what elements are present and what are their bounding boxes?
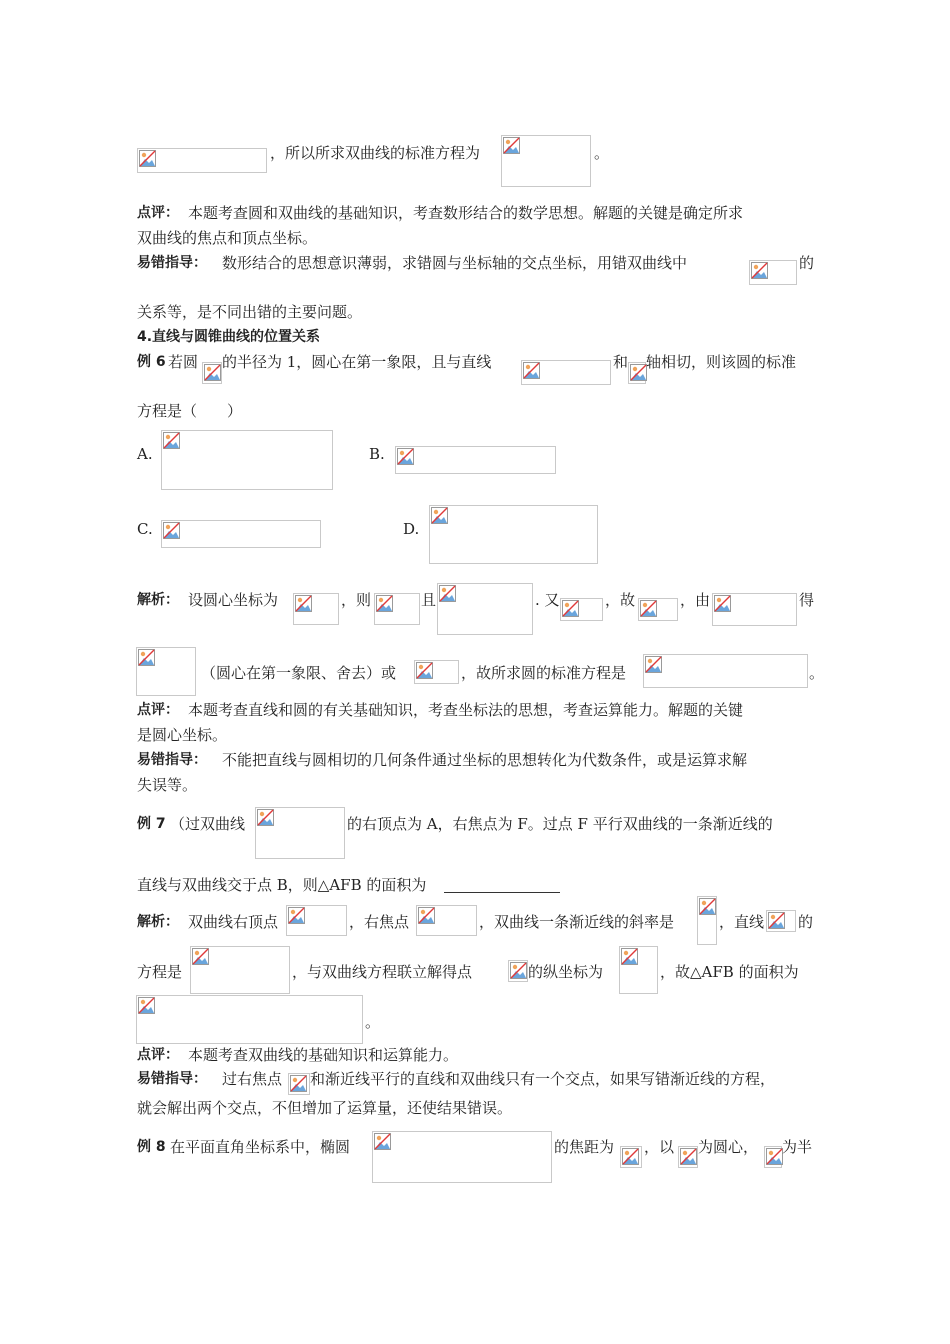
- example-text: 直线与双曲线交于点 B，则△AFB 的面积为: [137, 876, 427, 894]
- formula-image: [137, 148, 267, 173]
- broken-image-icon: [418, 907, 435, 924]
- broken-image-icon: [680, 1148, 697, 1165]
- formula-image: [190, 946, 290, 994]
- broken-image-icon: [204, 364, 221, 381]
- solution-text: ，直线: [719, 913, 765, 931]
- review-label: 点评：: [137, 205, 179, 221]
- answer-blank[interactable]: [444, 891, 560, 893]
- broken-image-icon: [431, 507, 448, 524]
- formula-image: [697, 896, 717, 945]
- broken-image-icon: [523, 362, 540, 379]
- formula-image: [764, 1146, 782, 1168]
- option-b-label: B.: [369, 445, 385, 463]
- broken-image-icon: [139, 150, 156, 167]
- broken-image-icon: [768, 912, 785, 929]
- broken-image-icon: [622, 1148, 639, 1165]
- solution-text: ，故: [605, 591, 636, 609]
- solution-text: ，由: [680, 591, 711, 609]
- review-text: 双曲线的焦点和顶点坐标。: [137, 229, 318, 247]
- broken-image-icon: [138, 997, 155, 1014]
- example-label: 例 6: [137, 354, 166, 370]
- formula-image: [202, 362, 222, 384]
- formula-image: [293, 593, 339, 625]
- solution-label: 解析：: [137, 914, 179, 930]
- example-text: 的半径为 1，圆心在第一象限，且与直线: [222, 353, 492, 371]
- mistake-text: 的: [799, 254, 815, 272]
- mistake-text: 过右焦点: [222, 1070, 283, 1088]
- formula-image: [437, 583, 533, 635]
- mistake-text: 失误等。: [137, 776, 198, 794]
- formula-image: [766, 910, 796, 932]
- formula-image: [521, 360, 611, 385]
- example-text: ，以: [644, 1138, 675, 1156]
- formula-image: [416, 905, 477, 936]
- example-text: 为圆心，: [698, 1138, 759, 1156]
- review-label: 点评：: [137, 702, 179, 718]
- solution-text: ，故△AFB 的面积为: [660, 963, 799, 981]
- broken-image-icon: [374, 1133, 391, 1150]
- mistake-label: 易错指导：: [137, 1071, 207, 1087]
- solution-text: 的纵坐标为: [528, 963, 604, 981]
- mistake-text: 不能把直线与圆相切的几何条件通过坐标的思想转化为代数条件，或是运算求解: [222, 751, 748, 769]
- broken-image-icon: [714, 595, 731, 612]
- solution-text: ，双曲线一条渐近线的斜率是: [479, 913, 675, 931]
- broken-image-icon: [766, 1148, 783, 1165]
- mistake-text: 数形结合的思想意识薄弱，求错圆与坐标轴的交点坐标，用错双曲线中: [222, 254, 688, 272]
- solution-text: 。: [365, 1013, 381, 1031]
- broken-image-icon: [640, 600, 657, 617]
- formula-image: [286, 905, 347, 936]
- option-c-formula-image: [161, 520, 321, 548]
- broken-image-icon: [288, 907, 305, 924]
- example-text: （过双曲线: [170, 815, 246, 833]
- formula-image: [372, 1131, 552, 1183]
- formula-image: [136, 995, 363, 1044]
- option-c-label: C.: [137, 520, 153, 538]
- option-b-formula-image: [395, 446, 556, 474]
- broken-image-icon: [439, 585, 456, 602]
- broken-image-icon: [621, 948, 638, 965]
- broken-image-icon: [630, 364, 647, 381]
- solution-text: 。: [809, 664, 825, 682]
- example-text: 轴相切，则该圆的标准: [646, 353, 797, 371]
- mistake-label: 易错指导：: [137, 255, 207, 271]
- formula-image: [374, 593, 420, 625]
- broken-image-icon: [562, 600, 579, 617]
- broken-image-icon: [295, 595, 312, 612]
- broken-image-icon: [290, 1075, 307, 1092]
- solution-text: 且: [421, 591, 437, 609]
- formula-image: [628, 362, 646, 384]
- formula-image: [501, 135, 591, 187]
- broken-image-icon: [138, 649, 155, 666]
- broken-image-icon: [699, 898, 716, 915]
- review-text: 本题考查圆和双曲线的基础知识，考查数形结合的数学思想。解题的关键是确定所求: [188, 204, 744, 222]
- broken-image-icon: [510, 962, 527, 979]
- paragraph-text: 。: [594, 144, 610, 162]
- solution-text: 设圆心坐标为: [188, 591, 279, 609]
- example-text: 为半: [782, 1138, 813, 1156]
- solution-text: 的: [798, 913, 814, 931]
- example-text: 若圆: [168, 353, 199, 371]
- broken-image-icon: [397, 448, 414, 465]
- solution-label: 解析：: [137, 592, 179, 608]
- example-text: 方程是（ ）: [137, 402, 243, 420]
- formula-image: [255, 807, 345, 859]
- paragraph-text: ，所以所求双曲线的标准方程为: [270, 144, 481, 162]
- review-text: 本题考查直线和圆的有关基础知识，考查坐标法的思想，考查运算能力。解题的关键: [188, 701, 744, 719]
- broken-image-icon: [192, 948, 209, 965]
- example-text: 在平面直角坐标系中，椭圆: [170, 1138, 351, 1156]
- broken-image-icon: [163, 522, 180, 539]
- broken-image-icon: [751, 262, 768, 279]
- section-heading: 4.直线与圆锥曲线的位置关系: [137, 329, 321, 345]
- example-text: 和: [613, 353, 629, 371]
- formula-image: [136, 647, 196, 696]
- review-label: 点评：: [137, 1047, 179, 1063]
- formula-image: [620, 1146, 642, 1168]
- example-text: 的焦距为: [554, 1138, 615, 1156]
- solution-text: . 又: [535, 591, 560, 609]
- mistake-text: 就会解出两个交点，不但增加了运算量，还使结果错误。: [137, 1099, 513, 1117]
- example-text: 的右顶点为 A，右焦点为 F。过点 F 平行双曲线的一条渐近线的: [347, 815, 773, 833]
- formula-image: [619, 946, 658, 994]
- option-a-label: A.: [137, 445, 153, 463]
- formula-image: [678, 1146, 698, 1168]
- mistake-label: 易错指导：: [137, 752, 207, 768]
- broken-image-icon: [257, 809, 274, 826]
- review-text: 是圆心坐标。: [137, 726, 228, 744]
- example-label: 例 8: [137, 1139, 166, 1155]
- option-a-formula-image: [161, 430, 333, 490]
- solution-text: 方程是: [137, 963, 183, 981]
- broken-image-icon: [376, 595, 393, 612]
- formula-image: [712, 593, 797, 626]
- solution-text: ，与双曲线方程联立解得点: [292, 963, 473, 981]
- option-d-formula-image: [429, 505, 598, 564]
- mistake-text: 和渐近线平行的直线和双曲线只有一个交点，如果写错渐近线的方程，: [310, 1070, 776, 1088]
- review-text: 本题考查双曲线的基础知识和运算能力。: [188, 1046, 459, 1064]
- solution-text: 得: [799, 591, 815, 609]
- formula-image: [643, 654, 808, 688]
- mistake-text: 关系等，是不同出错的主要问题。: [137, 303, 363, 321]
- formula-image: [414, 660, 459, 684]
- formula-image: [638, 598, 678, 621]
- solution-text: ，则: [341, 591, 372, 609]
- solution-text: （圆心在第一象限、舍去）或: [201, 664, 397, 682]
- solution-text: ，故所求圆的标准方程是: [461, 664, 627, 682]
- broken-image-icon: [163, 432, 180, 449]
- formula-image: [749, 260, 797, 285]
- broken-image-icon: [503, 137, 520, 154]
- option-d-label: D.: [403, 520, 420, 538]
- solution-text: 双曲线右顶点: [188, 913, 279, 931]
- broken-image-icon: [645, 656, 662, 673]
- formula-image: [508, 960, 528, 982]
- broken-image-icon: [416, 662, 433, 679]
- formula-image: [560, 598, 603, 621]
- example-label: 例 7: [137, 816, 166, 832]
- solution-text: ，右焦点: [349, 913, 410, 931]
- formula-image: [288, 1073, 310, 1095]
